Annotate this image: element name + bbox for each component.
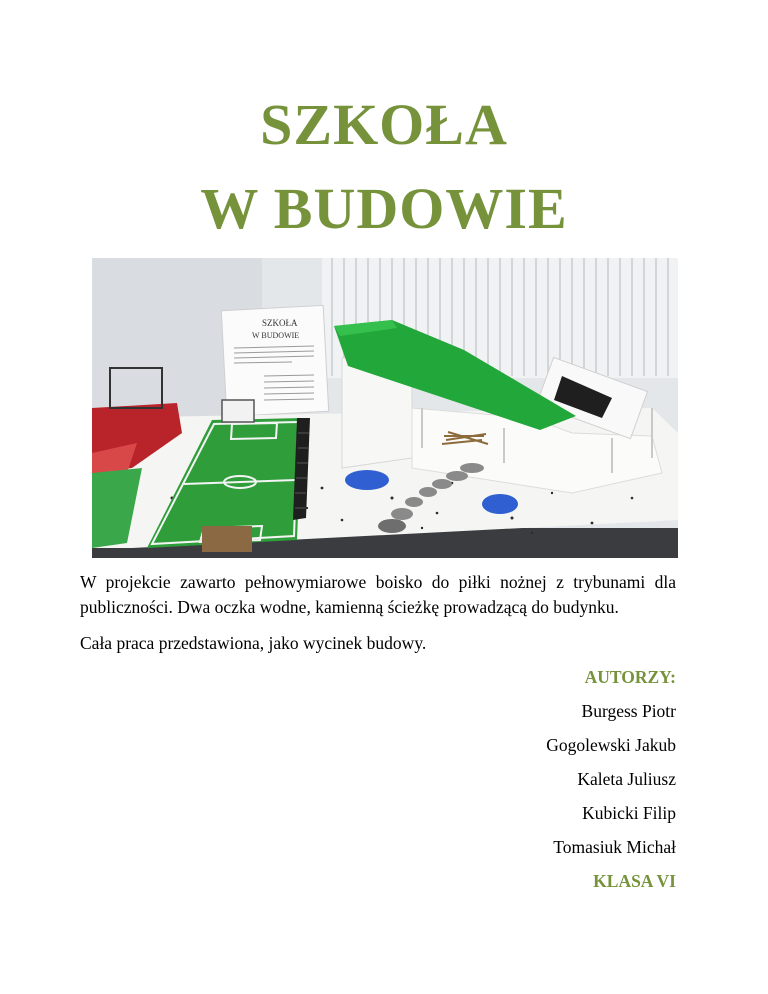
pond-left xyxy=(345,470,389,490)
sign-title-2: W BUDOWIE xyxy=(252,331,300,340)
project-photo xyxy=(92,258,678,558)
document-title-line-2: W BUDOWIE xyxy=(200,176,568,241)
author-name: Gogolewski Jakub xyxy=(546,735,676,755)
pond-right xyxy=(482,494,518,514)
cork-block xyxy=(202,526,252,552)
author-name: Burgess Piotr xyxy=(581,701,676,721)
authors-heading: AUTORZY: xyxy=(584,667,676,687)
document-title-line-1: SZKOŁA xyxy=(260,92,508,157)
author-name: Kaleta Juliusz xyxy=(577,769,676,789)
author-name: Kubicki Filip xyxy=(582,803,676,823)
description-paragraph-1: W projekcie zawarto pełnowymiarowe boisko do piłki nożnej z trybunami dla publiczności. Dwa oczka wodne, kamienną ścieżkę prowadzącą do budynku. xyxy=(80,572,676,617)
description-paragraph-2: Cała praca przedstawiona, jako wycinek budowy. xyxy=(80,633,427,653)
class-label: KLASA VI xyxy=(593,871,676,891)
model-photo-illustration xyxy=(92,258,678,558)
white-box xyxy=(222,400,254,422)
sign-title-1: SZKOŁA xyxy=(262,318,298,328)
author-name: Tomasiuk Michał xyxy=(553,837,676,857)
